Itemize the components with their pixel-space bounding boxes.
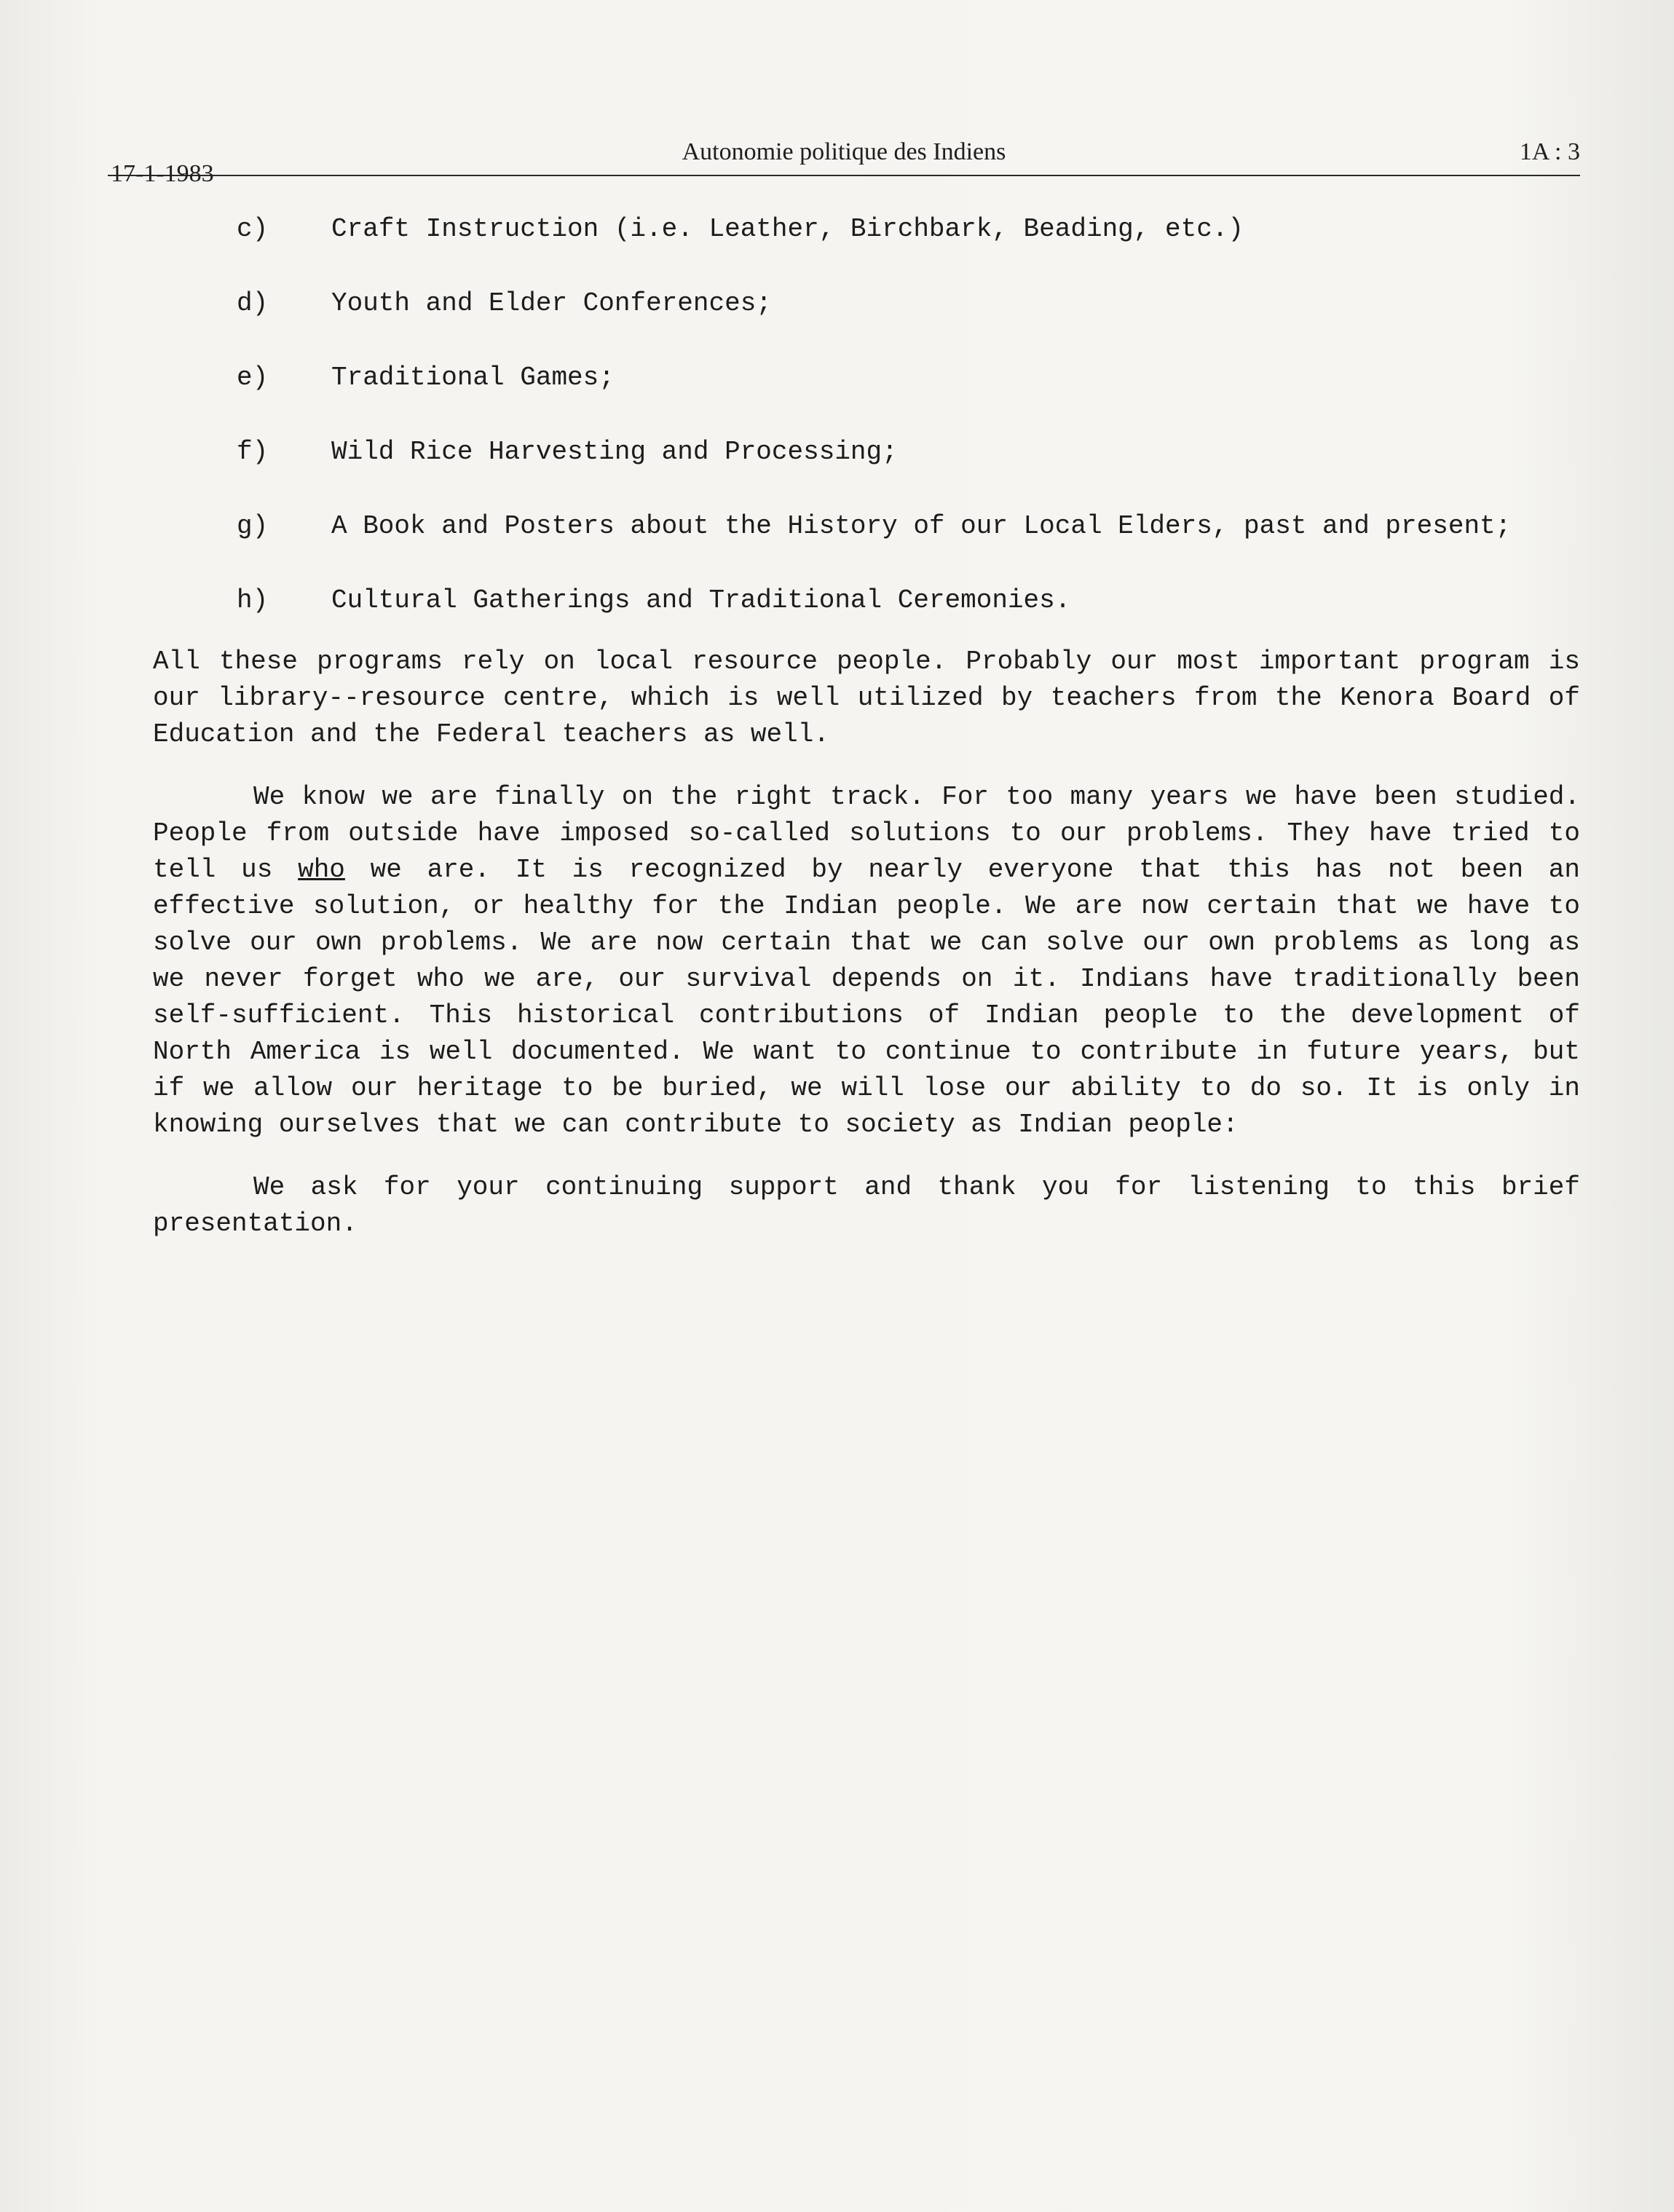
list-item-letter: c) <box>237 214 269 244</box>
paragraph-right-track-part2: we are. It is recognized by nearly everyone that this has not been an effective solution, or healthy for the Indian people. We are now certain that we have to solve our own problems. We are now certain that we can solve our own problems as long as we never forget who we are, our survival depends on it. Indians have traditionally been self-sufficient. This historical contributions of Indian people to the development of North America is well documented. We want to continue to contribute in future years, but if we allow our heritage to be buried, we will lose our ability to do so. It is only in knowing ourselves that we can contribute to society as Indian people: <box>153 855 1580 1139</box>
list-item <box>153 434 1580 470</box>
header-title: Autonomie politique des Indiens <box>682 138 1006 165</box>
list-item-letter: d) <box>237 288 269 318</box>
list-item-text: Craft Instruction (i.e. Leather, Birchbark, Beading, etc.) <box>331 214 1244 244</box>
paragraph-right-track <box>153 779 1580 1143</box>
list-item <box>153 508 1580 545</box>
list-item-text: A Book and Posters about the History of our Local Elders, past and present; <box>331 511 1512 541</box>
list-item <box>153 285 1580 322</box>
list-item-text: Cultural Gatherings and Traditional Ceremonies. <box>331 585 1071 615</box>
list-item-letter: h) <box>237 585 269 615</box>
emphasized-word: who <box>298 855 345 885</box>
list-item-letter: f) <box>237 437 269 467</box>
list-item <box>153 582 1580 619</box>
list-item-letter: g) <box>237 511 269 541</box>
list-item-text: Youth and Elder Conferences; <box>331 288 772 318</box>
header-page-number: 1A : 3 <box>1519 138 1580 165</box>
list-item <box>153 360 1580 396</box>
page-header <box>108 138 1580 187</box>
list-item-text: Traditional Games; <box>331 363 615 392</box>
list-item-text: Wild Rice Harvesting and Processing; <box>331 437 898 467</box>
paragraph-closing: We ask for your continuing support and thank you for listening to this brief presentation. <box>153 1172 1580 1239</box>
list-item <box>153 211 1580 248</box>
document-body <box>153 211 1580 1260</box>
paragraph-right-track-part1: We know we are finally on the right track. For too many years we have been studied. People from outside have imposed so-called solutions to our problems. They have tried to tell us <box>153 782 1580 885</box>
list-item-letter: e) <box>237 363 269 392</box>
header-date: 17-1-1983 <box>111 160 214 187</box>
paragraph-programs: All these programs rely on local resource people. Probably our most important program is our library--resource centre, which is well utilized by teachers from the Kenora Board of Education and the Federal teachers as well. <box>153 647 1580 749</box>
